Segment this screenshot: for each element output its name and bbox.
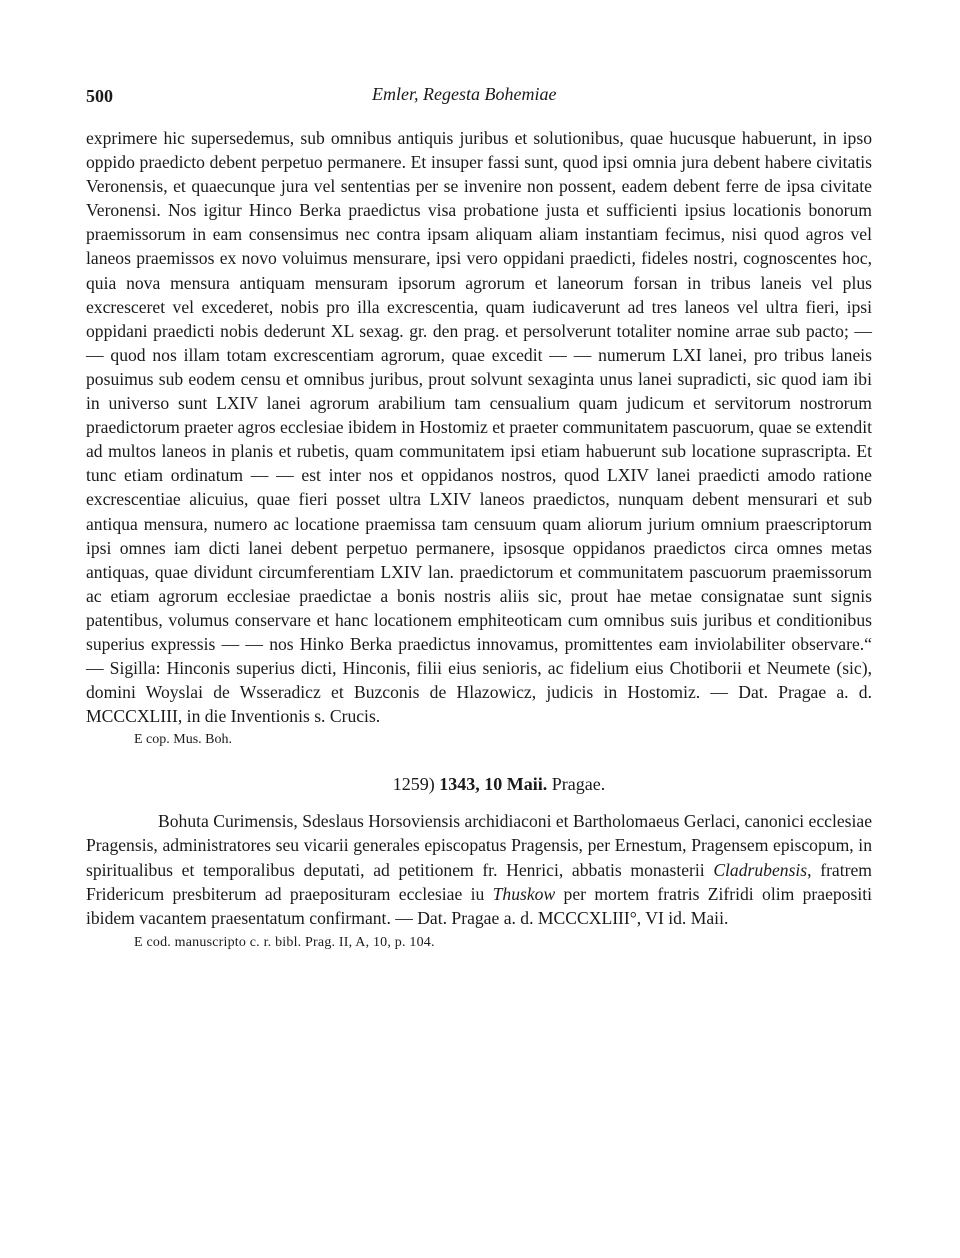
running-head [86,80,872,110]
entry-place: Pragae. [551,774,606,795]
entry-text-part2: , fratrem Fridericum presbiterum ad praeposituram ecclesiae iu [86,859,872,904]
entry-date: 1343, 10 Maii. [439,774,548,795]
entry-text-part3: per mortem fratris Zifridi olim praepositi ibidem vacantem praesentatum confirmant. — Dat. Pragae a. d. MCCCXLIII°, VI id. Maii. [86,883,872,928]
entry-place-name-thuskow: Thuskow [492,883,556,904]
running-title: Emler, Regesta Bohemiae [372,84,557,104]
entry-number: 1259) [392,774,435,795]
page-number: 500 [86,86,113,106]
continuation-text-block [86,126,872,728]
entry-source-note: E cod. manuscripto c. r. bibl. Prag. II, A, 10, p. 104. [134,934,435,950]
entry-place-name-cladrubensis: Cladrubensis [713,859,808,880]
continuation-source-note: E cop. Mus. Boh. [134,732,232,748]
entry-text-part1: Bohuta Curimensis, Sdeslaus Horsoviensis archidiaconi et Bartholomaeus Gerlaci, canonici ecclesiae Pragensis, administratores seu vicarii generales episcopatus Pragensis, per Ernestum, Pragensem episcopum, in spiritualibus et temporalibus deputati, ad petitionem fr. Henrici, abbatis monasterii [86,811,872,880]
entry-heading [86,774,872,795]
document-page [86,80,872,953]
continuation-paragraph: exprimere hic supersedemus, sub omnibus antiquis juribus et solutionibus, quae hucusque habuerunt, in ipso oppido praedicto debent perpetuo permanere. Et insuper fassi sunt, quod ipsi omnia jura debent habere civitatis Veronensis, et quaecunque jura vel sententias per se invenire non possent, eadem debent ferre de ipsa civitate Veronensi. Nos igitur Hinco Berka praedictus visa probatione justa et sufficienti ipsius locationis bonorum praemissorum in eam consensimus nec contra ipsam aliquam aliam instantiam fecimus, nisi quod agros vel laneos praemissos ex novo voluimus mensurare, ipsi vero oppidani praedicti, fideles nostri, cognoscentes hoc, quia nova mensura antiquam mensuram ipsorum agrorum et laneorum forsan in tribus laneis vel plus excresceret vel excederet, nobis pro illa excrescentia, quam iudicaverunt ad tres laneos vel ultra fieri, ipsi oppidani praedicti nobis dederunt XL sexag. gr. den prag. et persolverunt totaliter nomine arrae sub pacto; — — quod nos illam totam excrescentiam agrorum, quae excedit — — numerum LXI lanei, pro tribus laneis posuimus sub eodem censu et omnibus juribus, prout solvunt sexaginta unus lanei supradicti, sic quod iam ibi in universo sunt LXIV lanei agrorum arabilium tam censualium quam judicum et servitorum nostrorum praedictorum praeter agros ecclesiae ibidem in Hostomiz et praeter communitatem pascuorum, quae se extendit ad multos laneos in planis et rubetis, quam communitatem ipsi etiam habuerunt sub locatione suprascripta. Et tunc etiam ordinatum — — est inter nos et oppidanos nostros, quod LXIV lanei praedicti amodo ratione excrescentiae alicuius, quae fieri posset ultra LXIV laneos praedictos, nunquam debent mensurari et sub antiqua mensura, numero ac locatione praemissa tam censuum quam aliorum jurium omnium praescriptorum ipsi omnes iam dicti lanei debent perpetuo permanere, ipsosque oppidanos praedictos circa omnes metas antiquas, quae dividunt circumferentiam LXIV lan. praedictorum et communitatem pascuorum praemissorum ac etiam agrorum ecclesiae praedictae a bonis nostris aliis sic, prout hae metae consignatae sunt signis patentibus, volumus conservare et hanc locationem emphiteoticam cum omnibus suis juribus et conditionibus superius expressis — — nos Hinko Berka praedictus innovamus, promittentes eam inviolabiliter observare.“ — Sigilla: Hinconis superius dicti, Hinconis, filii eius senioris, ac fidelium eius Chotiborii et Neumete (sic), domini Woyslai de Wsseradicz et Buzconis de Hlazowicz, judicis in Hostomiz. — Dat. Pragae a. d. MCCCXLIII, in die Inventionis s. Crucis. [86,128,872,727]
entry-regest-text [86,809,872,929]
